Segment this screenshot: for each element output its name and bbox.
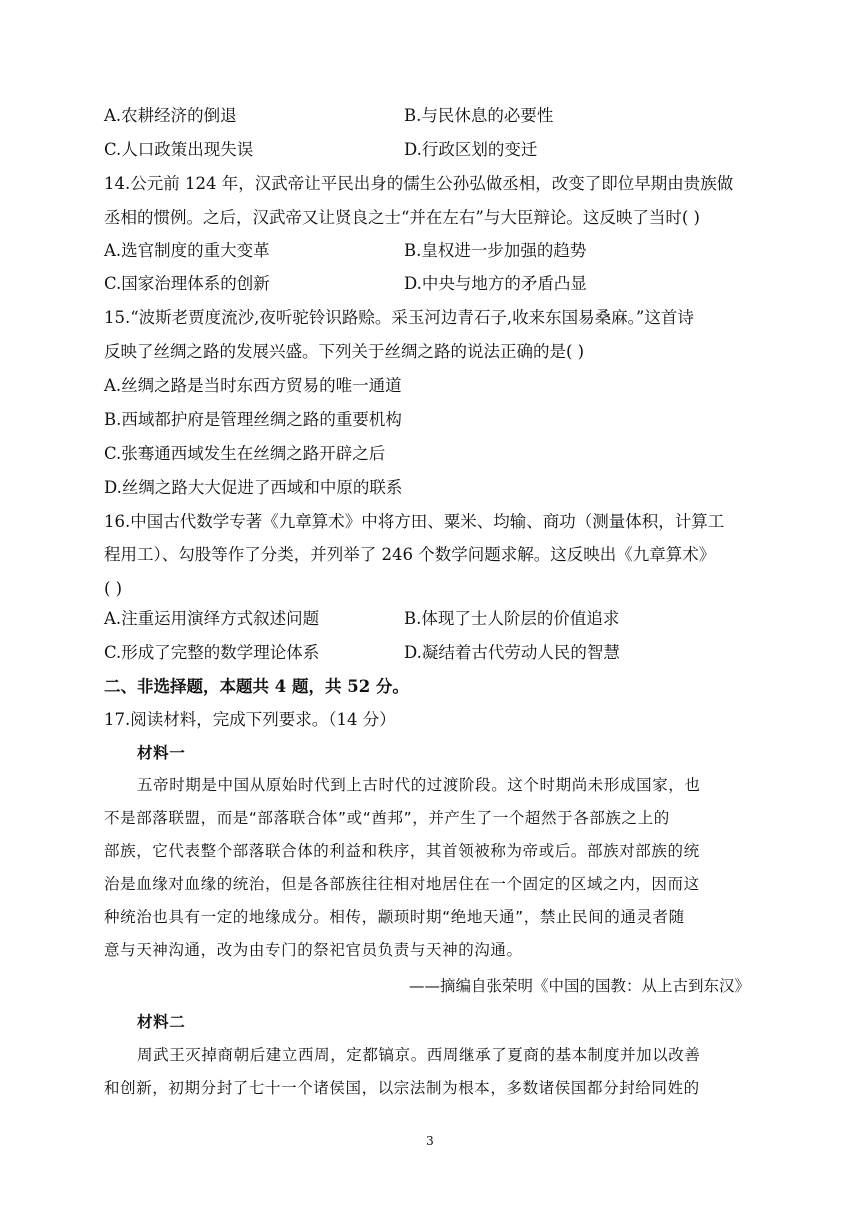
section2-heading: 二、非选择题，本题共 4 题，共 52 分。: [104, 677, 409, 696]
q15-option-c: C.张骞通西域发生在丝绸之路开辟之后: [104, 444, 386, 463]
q14-option-c: C.国家治理体系的创新: [104, 274, 270, 293]
q16-option-a: A.注重运用演绎方式叙述问题: [104, 609, 320, 628]
material1-line: 意与天神沟通，改为由专门的祭祀官员负责与天神的沟通。: [104, 941, 523, 959]
q13-option-c: C.人口政策出现失误: [104, 140, 254, 159]
material2-line: 周武王灭掉商朝后建立西周，定都镐京。西周继承了夏商的基本制度并加以改善: [137, 1046, 701, 1064]
q15-option-a: A.丝绸之路是当时东西方贸易的唯一通道: [104, 376, 402, 395]
material2-line: 和创新，初期分封了七十一个诸侯国，以宗法制为根本，多数诸侯国都分封给同姓的: [104, 1079, 700, 1097]
material1-line: 五帝时期是中国从原始时代到上古时代的过渡阶段。这个时期尚未形成国家，也: [137, 776, 701, 794]
q16-stem-line2: 程用工）、勾股等作了分类，并列举了 246 个数学问题求解。这反映出《九章算术》: [104, 545, 716, 564]
q17-stem: 17.阅读材料，完成下列要求。（14 分）: [104, 710, 396, 729]
q15-option-d: D.丝绸之路大大促进了西域和中原的联系: [104, 478, 403, 497]
material1-title: 材料一: [137, 744, 186, 762]
material1-line: 部族，它代表整个部落联合体的利益和秩序，其首领被称为帝或后。部族对部族的统: [104, 842, 700, 860]
q15-stem-line2: 反映了丝绸之路的发展兴盛。下列关于丝绸之路的说法正确的是( ): [104, 342, 585, 361]
q13-option-d: D.行政区划的变迁: [404, 140, 538, 159]
q16-stem-line3: ( ): [104, 579, 123, 598]
q13-option-b: B.与民休息的必要性: [404, 106, 554, 125]
q16-option-b: B.体现了士人阶层的价值追求: [404, 609, 620, 628]
page-number: 3: [426, 1134, 434, 1148]
q14-stem-line1: 14.公元前 124 年，汉武帝让平民出身的儒生公孙弘做丞相，改变了即位早期由贵族做: [104, 174, 734, 193]
material1-line: 治是血缘对血缘的统治，但是各部族往往相对地居住在一个固定的区域之内，因而这: [104, 875, 700, 893]
q14-stem-line2: 丞相的惯例。之后，汉武帝又让贤良之士“并在左右”与大臣辩论。这反映了当时( ): [104, 208, 700, 227]
material1-line: 不是部落联盟，而是“部落联合体”或“酋邦”，并产生了一个超然于各部族之上的: [104, 809, 670, 827]
q15-option-b: B.西域都护府是管理丝绸之路的重要机构: [104, 410, 402, 429]
q13-option-a: A.农耕经济的倒退: [104, 106, 237, 125]
q16-option-c: C.形成了完整的数学理论体系: [104, 643, 320, 662]
material1-source: ——摘编自张荣明《中国的国教：从上古到东汉》: [408, 977, 750, 995]
q14-option-d: D.中央与地方的矛盾凸显: [404, 274, 587, 293]
q16-option-d: D.凝结着古代劳动人民的智慧: [404, 643, 620, 662]
q16-stem-line1: 16.中国古代数学专著《九章算术》中将方田、粟米、均输、商功（测量体积，计算工: [104, 512, 725, 531]
q15-stem-line1: 15.“波斯老贾度流沙,夜听驼铃识路赊。采玉河边青石子,收来东国易桑麻。”这首诗: [104, 308, 694, 327]
material2-title: 材料二: [137, 1013, 186, 1031]
material1-line: 种统治也具有一定的地缘成分。相传，颛顼时期“绝地天通”，禁止民间的通灵者随: [104, 908, 685, 926]
q14-option-b: B.皇权进一步加强的趋势: [404, 241, 587, 260]
q14-option-a: A.选官制度的重大变革: [104, 241, 270, 260]
